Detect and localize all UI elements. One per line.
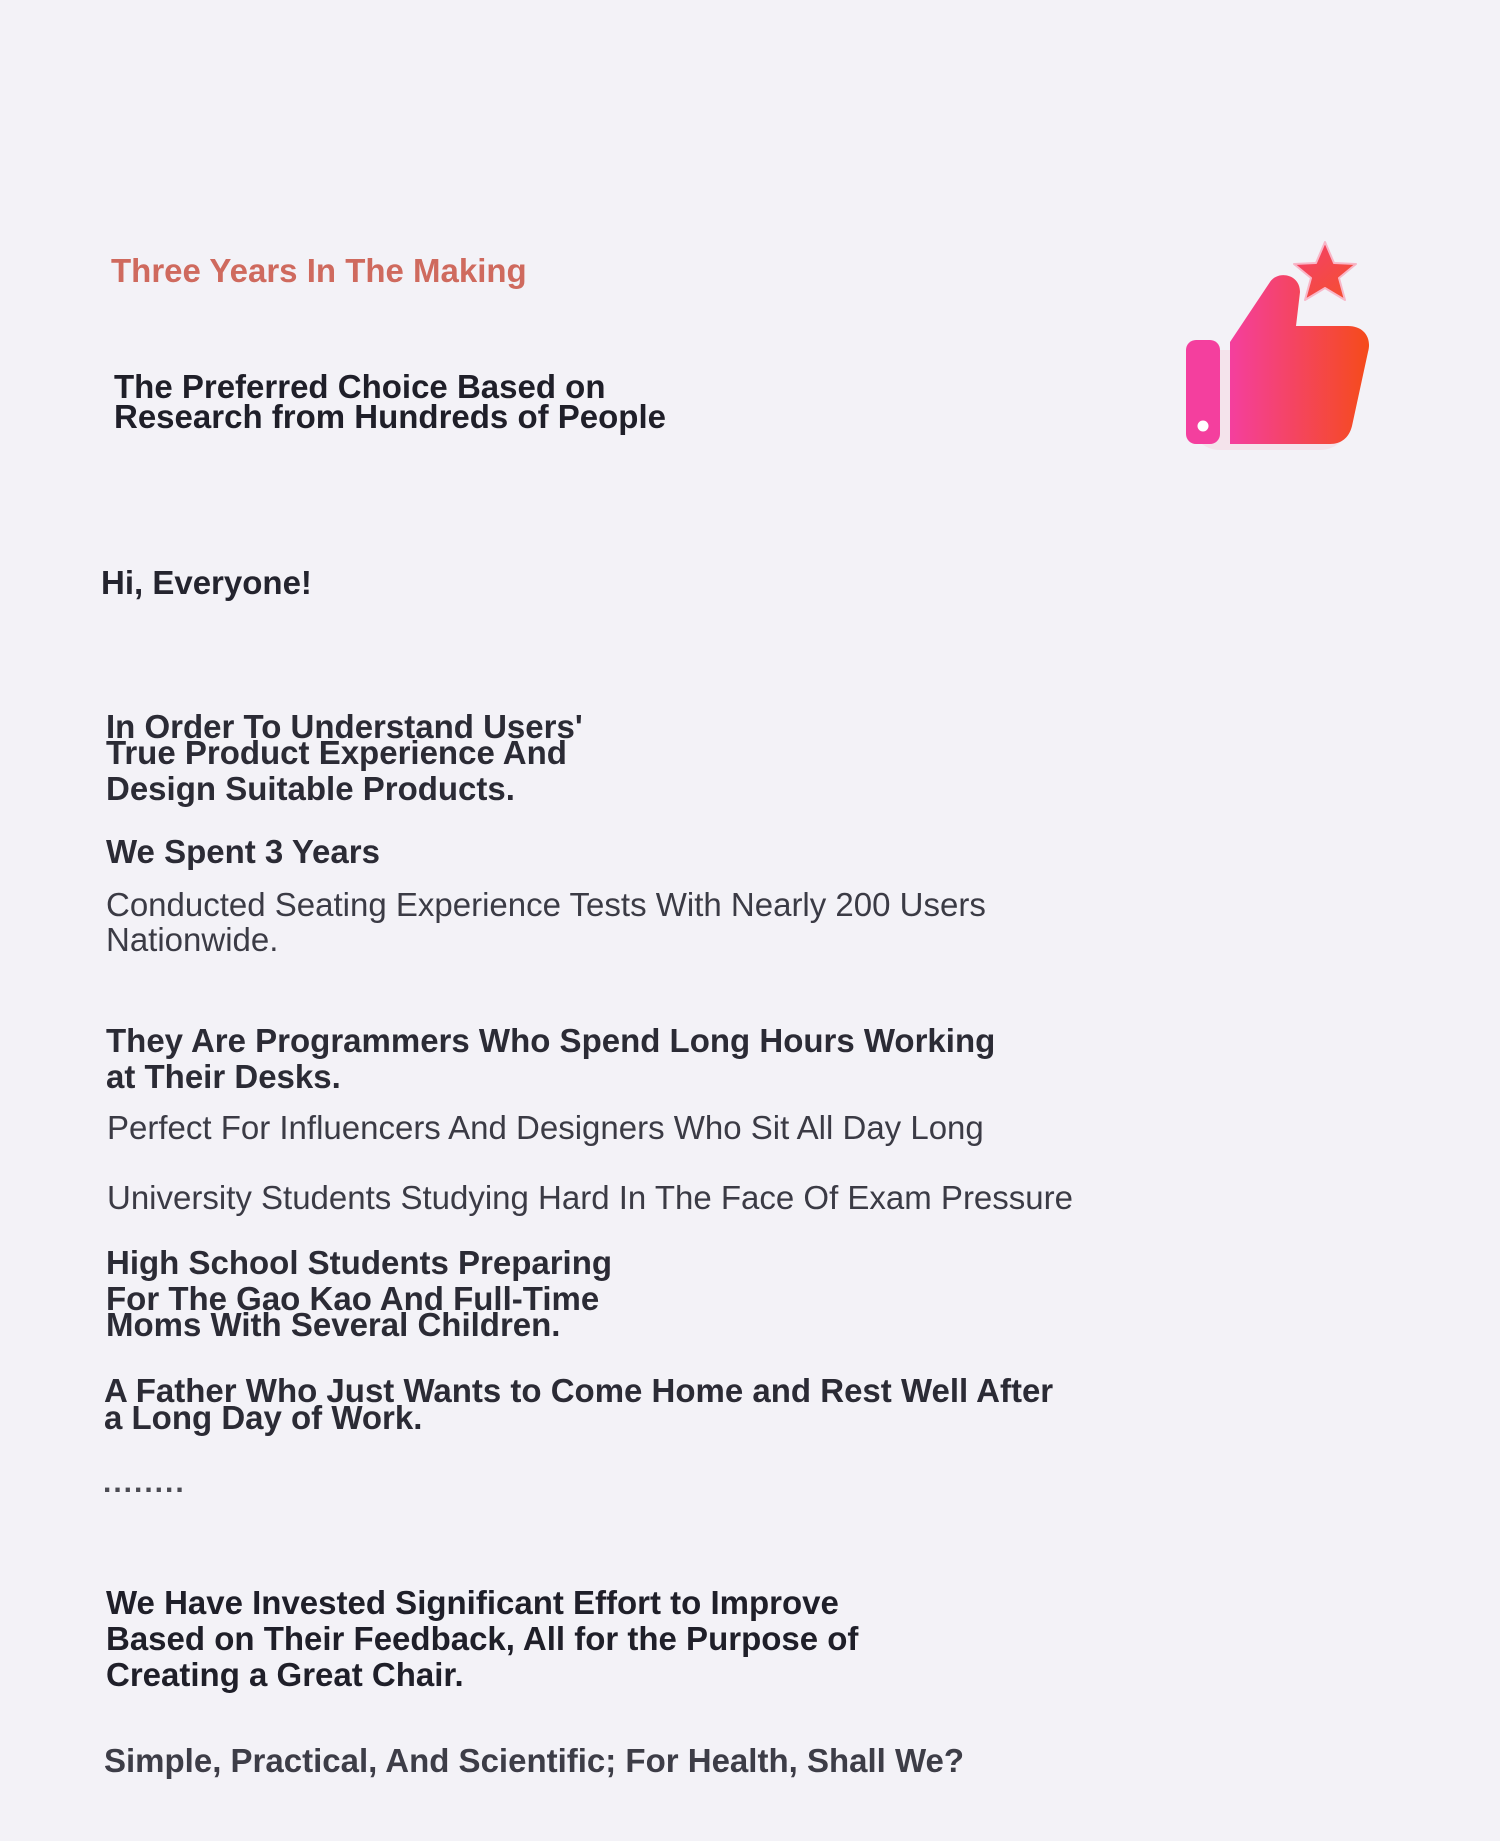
headline-line: The Preferred Choice Based on <box>114 368 606 405</box>
headline-line: Research from Hundreds of People <box>114 398 666 435</box>
highschool-line: For The Gao Kao And Full-Time <box>106 1280 600 1317</box>
intro-paragraph <box>106 710 583 806</box>
influencers-line: Perfect For Influencers And Designers Who Sit All Day Long <box>107 1109 984 1146</box>
programmers-line: They Are Programmers Who Spend Long Hours Working <box>106 1022 996 1059</box>
tests-line: Conducted Seating Experience Tests With Nearly 200 Users <box>106 886 986 923</box>
father-paragraph <box>104 1374 1053 1435</box>
closing-line: Simple, Practical, And Scientific; For Health, Shall We? <box>104 1742 965 1779</box>
intro-line: In Order To Understand Users' <box>106 708 583 745</box>
years-statement: We Spent 3 Years <box>106 833 380 870</box>
thumbs-up-star-icon <box>1150 230 1370 450</box>
father-line: a Long Day of Work. <box>104 1399 423 1436</box>
highschool-line: High School Students Preparing <box>106 1244 613 1281</box>
university-line: University Students Studying Hard In The Face Of Exam Pressure <box>107 1179 1073 1216</box>
effort-paragraph <box>106 1586 858 1692</box>
intro-line: True Product Experience And <box>106 734 567 771</box>
headline <box>114 368 754 435</box>
father-line: A Father Who Just Wants to Come Home and Rest Well After <box>104 1372 1054 1409</box>
ellipsis: ........ <box>103 1466 186 1499</box>
eyebrow-title: Three Years In The Making <box>111 252 527 289</box>
tests-paragraph <box>106 887 986 957</box>
programmers-line: at Their Desks. <box>106 1058 341 1095</box>
effort-line: Creating a Great Chair. <box>106 1656 464 1693</box>
intro-line: Design Suitable Products. <box>106 770 515 807</box>
effort-line: We Have Invested Significant Effort to Improve <box>106 1584 839 1621</box>
greeting: Hi, Everyone! <box>101 564 312 601</box>
effort-line: Based on Their Feedback, All for the Purpose of <box>106 1620 859 1657</box>
tests-line: Nationwide. <box>106 921 279 958</box>
highschool-line: Moms With Several Children. <box>106 1306 561 1343</box>
highschool-paragraph <box>106 1246 612 1342</box>
programmers-paragraph <box>106 1024 995 1094</box>
